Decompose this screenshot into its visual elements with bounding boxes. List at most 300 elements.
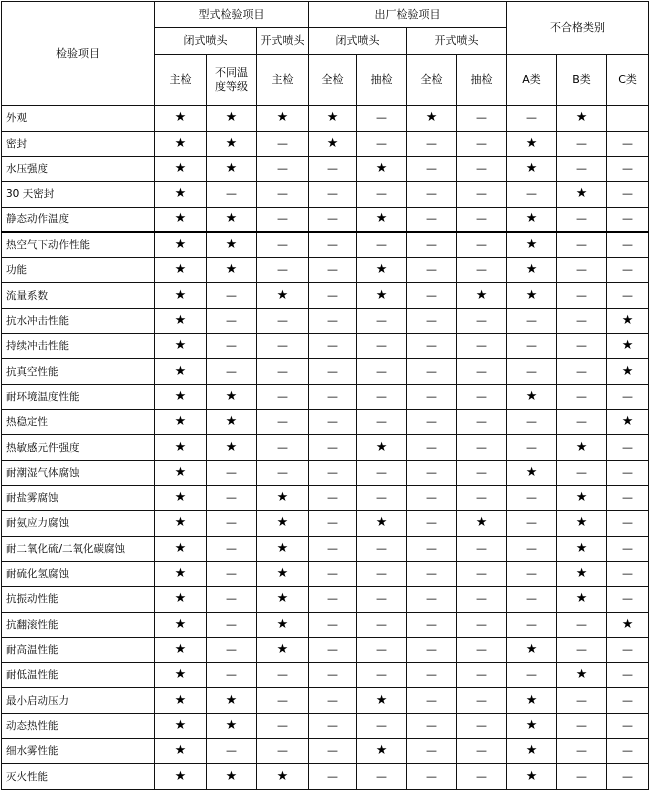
dash-mark: — <box>557 460 607 485</box>
dash-mark: — <box>557 713 607 738</box>
factory-open-head-header: 开式喷头 <box>407 28 507 54</box>
star-mark: ★ <box>357 511 407 536</box>
dash-mark: — <box>607 511 649 536</box>
dash-mark: — <box>357 536 407 561</box>
col-factory-open-sample: 抽检 <box>457 54 507 106</box>
col-class-b: B类 <box>557 54 607 106</box>
dash-mark: — <box>457 612 507 637</box>
dash-mark: — <box>507 334 557 359</box>
item-name: 热敏感元件强度 <box>2 435 155 460</box>
star-mark: ★ <box>257 485 309 510</box>
dash-mark: — <box>457 587 507 612</box>
dash-mark: — <box>507 359 557 384</box>
closed-head-header: 闭式喷头 <box>155 28 257 54</box>
item-name: 灭火性能 <box>2 764 155 790</box>
dash-mark: — <box>309 688 357 713</box>
dash-mark: — <box>309 410 357 435</box>
dash-mark: — <box>407 283 457 308</box>
star-mark: ★ <box>155 308 207 333</box>
star-mark: ★ <box>207 156 257 181</box>
star-mark: ★ <box>557 182 607 207</box>
dash-mark: — <box>257 258 309 283</box>
item-name: 流量系数 <box>2 283 155 308</box>
table-row <box>2 258 649 283</box>
item-name: 30 天密封 <box>2 182 155 207</box>
star-mark: ★ <box>207 207 257 232</box>
star-mark: ★ <box>309 106 357 131</box>
dash-mark: — <box>507 485 557 510</box>
star-mark: ★ <box>207 106 257 131</box>
dash-mark: — <box>257 131 309 156</box>
dash-mark: — <box>207 663 257 688</box>
dash-mark: — <box>207 460 257 485</box>
table-row <box>2 359 649 384</box>
star-mark: ★ <box>507 764 557 790</box>
table-row <box>2 561 649 586</box>
dash-mark: — <box>309 334 357 359</box>
star-mark: ★ <box>257 587 309 612</box>
item-name: 水压强度 <box>2 156 155 181</box>
dash-mark: — <box>607 688 649 713</box>
dash-mark: — <box>357 359 407 384</box>
dash-mark: — <box>557 739 607 764</box>
star-mark: ★ <box>557 587 607 612</box>
item-name: 耐二氧化硫/二氧化碳腐蚀 <box>2 536 155 561</box>
star-mark: ★ <box>257 511 309 536</box>
dash-mark: — <box>607 258 649 283</box>
dash-mark: — <box>607 283 649 308</box>
star-mark: ★ <box>155 131 207 156</box>
dash-mark: — <box>407 713 457 738</box>
dash-mark: — <box>357 460 407 485</box>
dash-mark: — <box>407 485 457 510</box>
item-header: 检验项目 <box>2 2 155 106</box>
dash-mark: — <box>607 131 649 156</box>
dash-mark: — <box>309 283 357 308</box>
dash-mark: — <box>507 536 557 561</box>
star-mark: ★ <box>155 435 207 460</box>
star-mark: ★ <box>155 410 207 435</box>
star-mark: ★ <box>257 637 309 662</box>
dash-mark: — <box>407 587 457 612</box>
table-row <box>2 764 649 790</box>
dash-mark: — <box>357 637 407 662</box>
dash-mark: — <box>457 131 507 156</box>
dash-mark: — <box>507 663 557 688</box>
dash-mark: — <box>257 308 309 333</box>
star-mark: ★ <box>607 308 649 333</box>
star-mark: ★ <box>557 485 607 510</box>
dash-mark: — <box>357 561 407 586</box>
star-mark: ★ <box>557 663 607 688</box>
table-row <box>2 460 649 485</box>
star-mark: ★ <box>207 713 257 738</box>
dash-mark: — <box>457 764 507 790</box>
dash-mark: — <box>257 156 309 181</box>
dash-mark: — <box>407 308 457 333</box>
star-mark: ★ <box>155 460 207 485</box>
dash-mark: — <box>557 131 607 156</box>
table-row <box>2 410 649 435</box>
table-row <box>2 612 649 637</box>
dash-mark: — <box>607 713 649 738</box>
dash-mark: — <box>407 764 457 790</box>
dash-mark: — <box>257 460 309 485</box>
item-name: 热稳定性 <box>2 410 155 435</box>
dash-mark: — <box>357 764 407 790</box>
dash-mark: — <box>207 612 257 637</box>
star-mark: ★ <box>207 232 257 257</box>
star-mark: ★ <box>155 511 207 536</box>
dash-mark: — <box>357 713 407 738</box>
star-mark: ★ <box>507 232 557 257</box>
dash-mark: — <box>257 739 309 764</box>
factory-closed-head-header: 闭式喷头 <box>309 28 407 54</box>
star-mark: ★ <box>155 764 207 790</box>
star-mark: ★ <box>607 334 649 359</box>
star-mark: ★ <box>257 764 309 790</box>
dash-mark: — <box>457 637 507 662</box>
dash-mark: — <box>557 207 607 232</box>
dash-mark: — <box>309 561 357 586</box>
star-mark: ★ <box>507 156 557 181</box>
dash-mark: — <box>607 764 649 790</box>
dash-mark: — <box>607 739 649 764</box>
star-mark: ★ <box>507 637 557 662</box>
table-row <box>2 182 649 207</box>
star-mark: ★ <box>507 460 557 485</box>
item-name: 热空气下动作性能 <box>2 232 155 257</box>
star-mark: ★ <box>155 663 207 688</box>
dash-mark: — <box>407 410 457 435</box>
dash-mark: — <box>357 232 407 257</box>
type-test-header: 型式检验项目 <box>155 2 309 28</box>
dash-mark: — <box>407 688 457 713</box>
dash-mark: — <box>257 663 309 688</box>
dash-mark: — <box>407 334 457 359</box>
dash-mark: — <box>357 612 407 637</box>
star-mark: ★ <box>155 485 207 510</box>
star-mark: ★ <box>155 612 207 637</box>
dash-mark: — <box>257 713 309 738</box>
dash-mark: — <box>457 308 507 333</box>
col-type-open-main: 主检 <box>257 54 309 106</box>
table-row <box>2 739 649 764</box>
star-mark: ★ <box>155 359 207 384</box>
dash-mark: — <box>357 334 407 359</box>
item-name: 动态热性能 <box>2 713 155 738</box>
dash-mark: — <box>309 511 357 536</box>
dash-mark: — <box>457 182 507 207</box>
star-mark: ★ <box>257 106 309 131</box>
dash-mark: — <box>457 410 507 435</box>
star-mark: ★ <box>357 739 407 764</box>
dash-mark: — <box>257 334 309 359</box>
dash-mark: — <box>407 258 457 283</box>
dash-mark: — <box>507 561 557 586</box>
dash-mark: — <box>207 283 257 308</box>
star-mark: ★ <box>257 612 309 637</box>
item-name: 耐环境温度性能 <box>2 384 155 409</box>
dash-mark: — <box>207 561 257 586</box>
dash-mark: — <box>407 232 457 257</box>
star-mark: ★ <box>155 536 207 561</box>
dash-mark: — <box>607 637 649 662</box>
dash-mark: — <box>407 561 457 586</box>
star-mark: ★ <box>357 156 407 181</box>
inspection-items-table <box>1 1 649 790</box>
star-mark: ★ <box>155 713 207 738</box>
item-name: 密封 <box>2 131 155 156</box>
item-name: 抗真空性能 <box>2 359 155 384</box>
star-mark: ★ <box>155 106 207 131</box>
dash-mark: — <box>309 739 357 764</box>
star-mark: ★ <box>507 688 557 713</box>
dash-mark: — <box>607 561 649 586</box>
dash-mark: — <box>507 182 557 207</box>
dash-mark: — <box>557 764 607 790</box>
dash-mark: — <box>607 384 649 409</box>
dash-mark: — <box>357 182 407 207</box>
nonconformity-header: 不合格类别 <box>507 2 649 55</box>
dash-mark: — <box>607 435 649 460</box>
dash-mark: — <box>357 384 407 409</box>
star-mark: ★ <box>607 410 649 435</box>
star-mark: ★ <box>357 435 407 460</box>
item-name: 耐氨应力腐蚀 <box>2 511 155 536</box>
dash-mark: — <box>407 637 457 662</box>
star-mark: ★ <box>407 106 457 131</box>
dash-mark: — <box>457 713 507 738</box>
dash-mark: — <box>357 587 407 612</box>
dash-mark: — <box>457 258 507 283</box>
star-mark: ★ <box>507 739 557 764</box>
dash-mark: — <box>507 612 557 637</box>
dash-mark: — <box>457 232 507 257</box>
dash-mark: — <box>407 435 457 460</box>
star-mark: ★ <box>155 688 207 713</box>
dash-mark: — <box>457 435 507 460</box>
dash-mark: — <box>457 561 507 586</box>
dash-mark: — <box>309 182 357 207</box>
star-mark: ★ <box>155 637 207 662</box>
table-row <box>2 688 649 713</box>
dash-mark: — <box>309 435 357 460</box>
dash-mark: — <box>557 637 607 662</box>
dash-mark: — <box>309 460 357 485</box>
dash-mark: — <box>557 232 607 257</box>
dash-mark: — <box>507 410 557 435</box>
star-mark: ★ <box>207 384 257 409</box>
star-mark: ★ <box>155 182 207 207</box>
star-mark: ★ <box>357 283 407 308</box>
dash-mark: — <box>257 359 309 384</box>
item-name: 耐潮湿气体腐蚀 <box>2 460 155 485</box>
dash-mark: — <box>457 156 507 181</box>
col-class-a: A类 <box>507 54 557 106</box>
dash-mark: — <box>457 739 507 764</box>
item-name: 外观 <box>2 106 155 131</box>
dash-mark: — <box>207 308 257 333</box>
star-mark: ★ <box>457 283 507 308</box>
dash-mark: — <box>457 688 507 713</box>
col-type-closed-temp: 不同温度等级 <box>207 54 257 106</box>
star-mark: ★ <box>607 612 649 637</box>
dash-mark: — <box>309 713 357 738</box>
dash-mark: — <box>607 156 649 181</box>
dash-mark: — <box>557 612 607 637</box>
table-row <box>2 713 649 738</box>
dash-mark: — <box>407 460 457 485</box>
table-row <box>2 485 649 510</box>
dash-mark: — <box>207 334 257 359</box>
dash-mark: — <box>207 637 257 662</box>
item-name: 耐高温性能 <box>2 637 155 662</box>
dash-mark: — <box>607 536 649 561</box>
star-mark: ★ <box>257 283 309 308</box>
table-row <box>2 536 649 561</box>
dash-mark: — <box>457 536 507 561</box>
table-row <box>2 334 649 359</box>
item-name: 耐盐雾腐蚀 <box>2 485 155 510</box>
item-name: 静态动作温度 <box>2 207 155 232</box>
dash-mark: — <box>257 182 309 207</box>
star-mark: ★ <box>207 131 257 156</box>
dash-mark: — <box>357 106 407 131</box>
dash-mark: — <box>407 131 457 156</box>
col-class-c: C类 <box>607 54 649 106</box>
item-name: 细水雾性能 <box>2 739 155 764</box>
dash-mark: — <box>507 511 557 536</box>
star-mark: ★ <box>207 764 257 790</box>
star-mark: ★ <box>607 359 649 384</box>
item-name: 抗翻滚性能 <box>2 612 155 637</box>
dash-mark: — <box>457 207 507 232</box>
star-mark: ★ <box>155 739 207 764</box>
item-name: 持续冲击性能 <box>2 334 155 359</box>
dash-mark: — <box>407 536 457 561</box>
item-name: 抗振动性能 <box>2 587 155 612</box>
star-mark: ★ <box>155 207 207 232</box>
star-mark: ★ <box>507 258 557 283</box>
dash-mark: — <box>407 359 457 384</box>
dash-mark: — <box>309 536 357 561</box>
table-row <box>2 232 649 257</box>
dash-mark: — <box>309 308 357 333</box>
dash-mark: — <box>309 258 357 283</box>
dash-mark: — <box>457 334 507 359</box>
star-mark: ★ <box>207 688 257 713</box>
dash-mark: — <box>607 232 649 257</box>
dash-mark: — <box>309 384 357 409</box>
star-mark: ★ <box>207 435 257 460</box>
dash-mark: — <box>457 460 507 485</box>
dash-mark: — <box>207 359 257 384</box>
dash-mark: — <box>557 359 607 384</box>
star-mark: ★ <box>507 283 557 308</box>
dash-mark: — <box>557 156 607 181</box>
empty-cell <box>607 106 649 131</box>
star-mark: ★ <box>357 207 407 232</box>
dash-mark: — <box>207 536 257 561</box>
dash-mark: — <box>309 232 357 257</box>
star-mark: ★ <box>257 536 309 561</box>
item-name: 耐硫化氢腐蚀 <box>2 561 155 586</box>
dash-mark: — <box>207 511 257 536</box>
dash-mark: — <box>309 637 357 662</box>
dash-mark: — <box>257 384 309 409</box>
dash-mark: — <box>407 182 457 207</box>
item-name: 功能 <box>2 258 155 283</box>
dash-mark: — <box>607 663 649 688</box>
star-mark: ★ <box>557 106 607 131</box>
dash-mark: — <box>309 485 357 510</box>
star-mark: ★ <box>155 232 207 257</box>
dash-mark: — <box>457 384 507 409</box>
star-mark: ★ <box>155 384 207 409</box>
dash-mark: — <box>557 384 607 409</box>
dash-mark: — <box>357 485 407 510</box>
dash-mark: — <box>507 106 557 131</box>
table-row <box>2 587 649 612</box>
dash-mark: — <box>309 663 357 688</box>
dash-mark: — <box>407 384 457 409</box>
item-name: 最小启动压力 <box>2 688 155 713</box>
star-mark: ★ <box>155 283 207 308</box>
star-mark: ★ <box>507 207 557 232</box>
dash-mark: — <box>557 688 607 713</box>
star-mark: ★ <box>155 561 207 586</box>
dash-mark: — <box>457 663 507 688</box>
dash-mark: — <box>607 485 649 510</box>
dash-mark: — <box>357 308 407 333</box>
star-mark: ★ <box>357 258 407 283</box>
col-factory-closed-full: 全检 <box>309 54 357 106</box>
dash-mark: — <box>507 308 557 333</box>
dash-mark: — <box>207 587 257 612</box>
table-row <box>2 207 649 232</box>
dash-mark: — <box>207 485 257 510</box>
star-mark: ★ <box>207 410 257 435</box>
dash-mark: — <box>309 764 357 790</box>
dash-mark: — <box>357 410 407 435</box>
col-factory-closed-sample: 抽检 <box>357 54 407 106</box>
dash-mark: — <box>257 410 309 435</box>
item-name: 抗水冲击性能 <box>2 308 155 333</box>
star-mark: ★ <box>155 156 207 181</box>
open-head-header: 开式喷头 <box>257 28 309 54</box>
table-row <box>2 637 649 662</box>
dash-mark: — <box>557 410 607 435</box>
table-row <box>2 384 649 409</box>
header-row-1 <box>2 2 649 28</box>
star-mark: ★ <box>155 587 207 612</box>
dash-mark: — <box>357 131 407 156</box>
dash-mark: — <box>309 612 357 637</box>
dash-mark: — <box>309 359 357 384</box>
dash-mark: — <box>257 688 309 713</box>
dash-mark: — <box>607 207 649 232</box>
dash-mark: — <box>607 182 649 207</box>
star-mark: ★ <box>557 435 607 460</box>
col-factory-open-full: 全检 <box>407 54 457 106</box>
table-row <box>2 435 649 460</box>
dash-mark: — <box>407 207 457 232</box>
dash-mark: — <box>557 258 607 283</box>
table-row <box>2 283 649 308</box>
dash-mark: — <box>557 334 607 359</box>
dash-mark: — <box>309 587 357 612</box>
